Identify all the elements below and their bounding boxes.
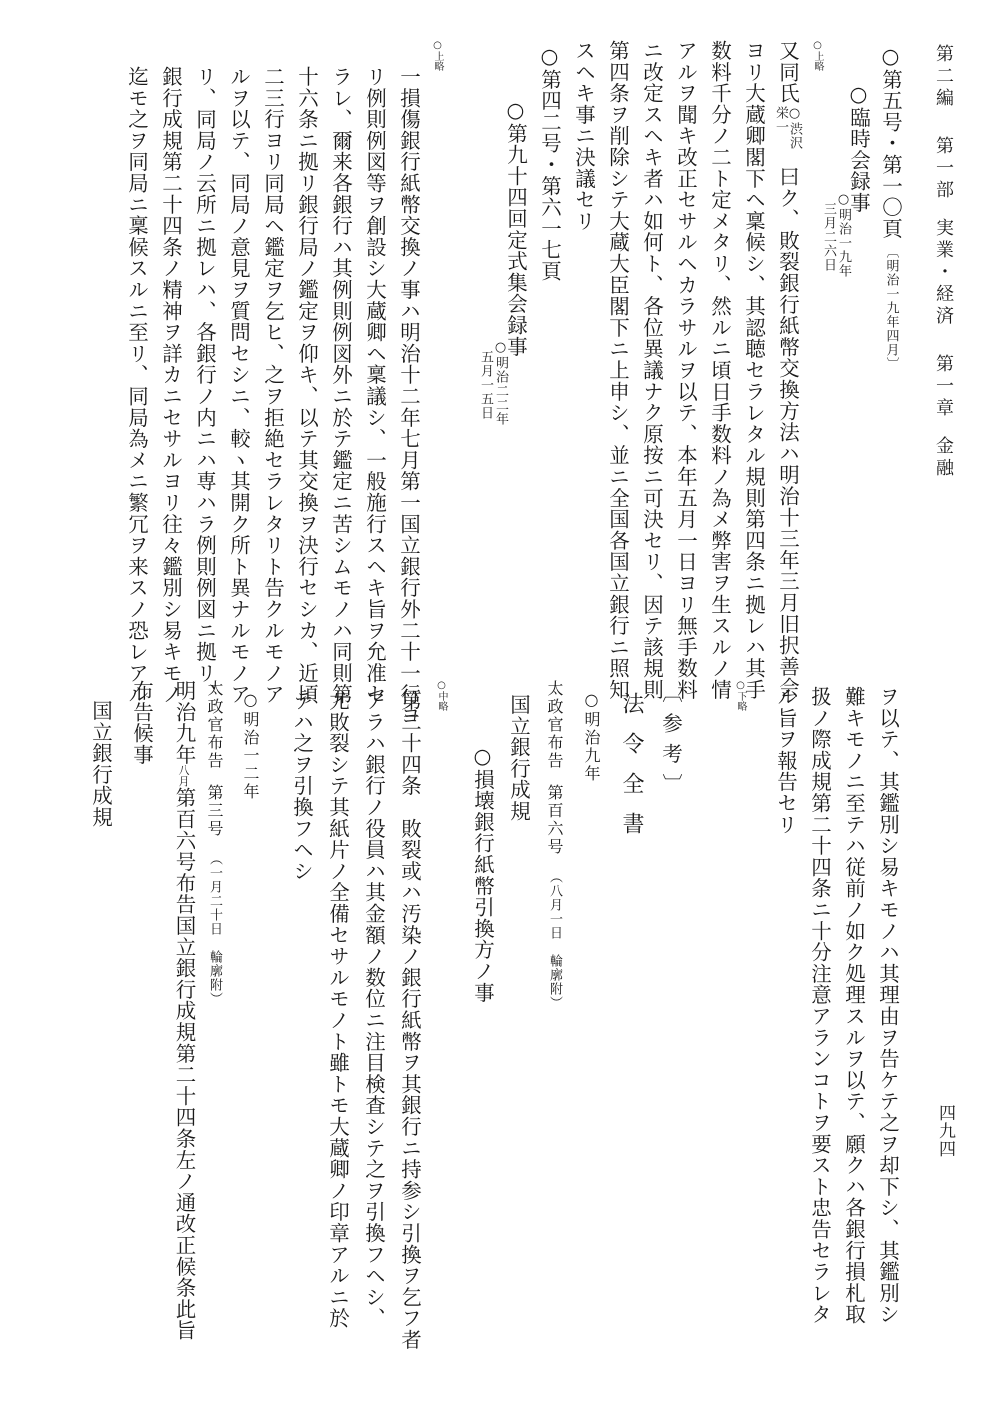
decree-1: [546, 680, 562, 1010]
meeting-1-title: ○臨時会録事: [846, 82, 871, 214]
paragraph-line: 十六条ニ拠リ銀行局ノ鑑定ヲ仰キ、以テ其交換ヲ決行セシカ、近頃: [294, 66, 319, 705]
article-24-line: 第二十四条 敗裂或ハ汚染ノ銀行紙幣ヲ其銀行ニ持参シ引換ヲ乞フ者: [397, 690, 422, 1351]
source-ref-1: ○第五号・第一〇頁〔明治一九年四月〕: [878, 44, 903, 372]
paragraph-line: アルヲ聞キ改正セサルヘカラサルヲ以テ、本年五月一日ヨリ無手数料: [673, 40, 698, 701]
source-ref-1-date: 〔明治一九年四月〕: [883, 245, 899, 372]
paragraph-line: ニ改定スヘキ者ハ如何ト、各位異議ナク原按ニ可決セリ、因テ該規則: [639, 40, 664, 701]
running-header: [934, 44, 952, 480]
meeting-2-title: ○第九十四回定式集会録事: [503, 98, 528, 358]
paragraph-line: ルヲ以テ、同局ノ意見ヲ質問セシニ、較ヽ其開ク所ト異ナルモノア: [226, 66, 251, 705]
law-book-title: 法令全書: [619, 692, 644, 852]
meeting-2-date-b: 五月一五日: [478, 350, 493, 420]
decree-2: [206, 680, 222, 1006]
decree-1-date: （八月一日 輪廓附）: [547, 870, 562, 1010]
meeting-1-date-b: 三月二六日: [821, 202, 836, 272]
meeting-2-date-a: ○明治二二年: [493, 340, 508, 426]
header-chapter: 第一章: [933, 354, 954, 420]
decree-1-title: 国立銀行成規: [506, 694, 531, 822]
decree-2-line-b: 布告候事: [129, 680, 154, 766]
omit-note-top: ○上略: [812, 40, 823, 71]
header-hen: 第二編: [933, 44, 954, 110]
paragraph-line: 難キモノニ至テハ従前ノ如ク処理スルヲ以テ、願クハ各銀行損札取: [841, 686, 866, 1325]
paragraph-line: ラレ、爾来各銀行ハ其例則例図外ニ於テ鑑定ニ苦シムモノハ同則第: [328, 66, 353, 705]
article-24-line: アラハ銀行ノ役員ハ其金額ノ数位ニ注目検査シテ之ヲ引換フヘシ、: [361, 690, 386, 1329]
decree-2-date: （一月二十日 輪廓附）: [207, 852, 222, 1006]
speaker-a: 又同氏: [775, 40, 800, 104]
paragraph-line: スヘキ事ニ決議セリ: [571, 40, 596, 232]
decree-2-title: 国立銀行成規: [88, 700, 113, 828]
paragraph-line: 数料千分ノ二ト定メタリ、然ルニ頃日手数料ノ為メ弊害ヲ生スルノ情: [707, 40, 732, 701]
era-note-1: ○明治九年: [582, 690, 601, 783]
paragraph-line: 銀行成規第二十四条ノ精神ヲ詳カニセサルヨリ往々鑑別シ易キモノ: [158, 66, 183, 705]
header-category: 実業・経済: [933, 218, 954, 328]
omit-note-mid: ○中略: [436, 680, 447, 711]
decree-1-issuer: 太政官布告: [545, 680, 564, 770]
article-24-line: テハ之ヲ引換フヘシ: [289, 690, 314, 882]
decree-2-issuer: 太政官布告: [205, 680, 224, 770]
speaker-b-bottom: 栄一: [773, 106, 788, 134]
header-bu: 第一部: [933, 136, 954, 202]
decree-1-number: 第百六号: [545, 784, 564, 856]
era-note-2: ○明治一二年: [241, 690, 260, 801]
paragraph-line: リ例則例図等ヲ創設シ大蔵卿ヘ稟議シ、一般施行スヘキ旨ヲ允准セ: [362, 66, 387, 705]
page-number: 四九四: [935, 1104, 955, 1158]
source-ref-2: ○第四二号・第六一七頁: [537, 44, 562, 282]
paragraph-line: ル旨ヲ報告セリ: [773, 686, 798, 836]
paragraph-line: 第四条ヲ削除シテ大蔵大臣閣下ニ上申シ、並ニ全国各国立銀行ニ照知: [605, 40, 630, 701]
meeting-1-date-a: ○明治一九年: [836, 192, 851, 278]
paragraph-line: 扱ノ際成規第二十四条ニ十分注意アランコトヲ要スト忠告セラレタ: [807, 686, 832, 1325]
decree-2-month-note: 八 月: [178, 764, 190, 789]
reference-heading: 〔参考〕: [658, 682, 683, 804]
decree-2-line-a: 明治九年八 月第百六号布告国立銀行成規第二十四条左ノ通改正候条此旨: [172, 680, 196, 1342]
decree-2-number: 第三号: [205, 784, 224, 838]
paragraph-line: リ、同局ノ云所ニ拠レハ、各銀行ノ内ニハ専ハラ例則例図ニ拠リ、: [192, 66, 217, 705]
omit-note-2: ○上略: [432, 40, 443, 71]
paragraph-line: 一損傷銀行紙幣交換ノ事ハ明治十二年七月第一国立銀行外二十一行ヨ: [396, 66, 421, 727]
header-section: 金融: [933, 436, 954, 480]
paragraph-line: ヨリ大蔵卿閣下ヘ稟候シ、其認聴セラレタル規則第四条ニ拠レハ其手: [741, 40, 766, 701]
speaker-b-top: ○渋沢: [787, 106, 802, 150]
paragraph-line: 迄モ之ヲ同局ニ稟候スルニ至リ、同局為メニ繁冗ヲ来スノ恐レアル: [124, 66, 149, 705]
article-24-line: 尤敗裂シテ其紙片ノ全備セサルモノト雖トモ大蔵卿ノ印章アルニ於: [325, 690, 350, 1329]
paragraph-line: 曰ク、敗裂銀行紙幣交換方法ハ明治十三年三月旧択善会: [775, 166, 800, 699]
decree-1-subtitle: ○損壊銀行紙幣引換方ノ事: [470, 744, 495, 1004]
omit-note-bottom: ○下略: [735, 680, 746, 711]
paragraph-line: 二三行ヨリ同局ヘ鑑定ヲ乞ヒ、之ヲ拒絶セラレタリト告クルモノア: [260, 66, 285, 705]
paragraph-line: ヲ以テ、其鑑別シ易キモノハ其理由ヲ告ケテ之ヲ却下シ、其鑑別シ: [875, 686, 900, 1325]
